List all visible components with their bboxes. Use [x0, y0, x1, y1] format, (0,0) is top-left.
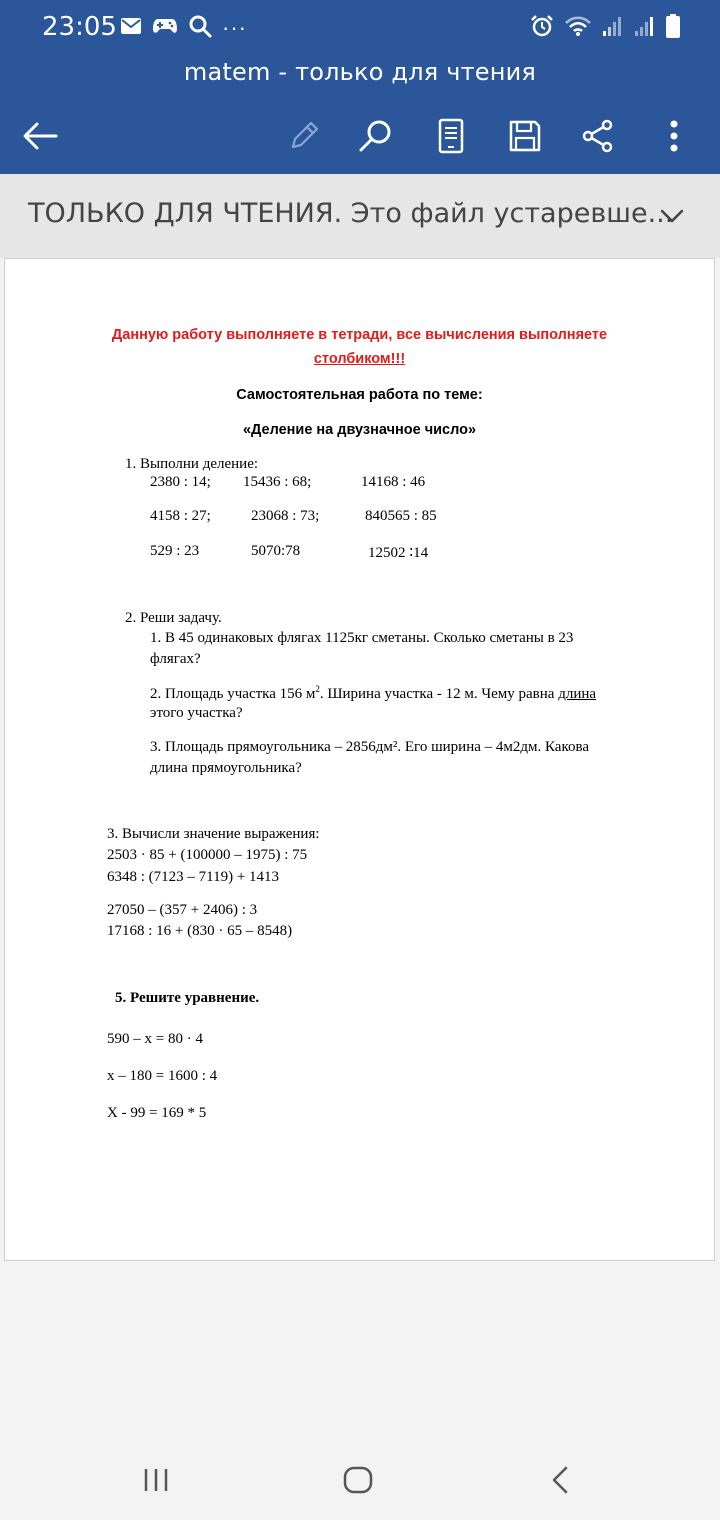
nav-back-button[interactable] — [536, 1458, 584, 1502]
alarm-icon — [530, 14, 554, 43]
document-content — [5, 259, 714, 1260]
share-button[interactable] — [574, 112, 622, 160]
signal-icon — [634, 15, 656, 42]
more-notifications: ··· — [222, 15, 247, 40]
home-icon — [342, 1465, 374, 1495]
heading: Самостоятельная работа по теме: — [236, 387, 483, 403]
status-time: 23:05 — [42, 12, 117, 42]
task1-item: 840565 : 85 — [365, 508, 437, 524]
task2-problem2-line2: этого участка? — [150, 705, 243, 721]
equation: x – 180 = 1600 : 4 — [107, 1068, 218, 1084]
recent-apps-icon — [142, 1466, 170, 1494]
expand-banner-button[interactable] — [658, 202, 686, 230]
toolbar — [0, 104, 720, 164]
task2-problem2-line1 — [150, 684, 596, 703]
back-button[interactable] — [16, 112, 64, 160]
task1-item: 2380 : 14; — [150, 474, 211, 490]
nav-back-icon — [550, 1465, 570, 1495]
task3-expression: 2503 · 85 + (100000 – 1975) : 75 — [107, 847, 308, 863]
task2-problem3-line1: 3. Площадь прямоугольника – 2856дм². Его ширина – 4м2дм. Какова — [150, 739, 590, 755]
equation: 590 – x = 80 · 4 — [107, 1031, 203, 1047]
read-only-message: ТОЛЬКО ДЛЯ ЧТЕНИЯ. Это файл устаревше... — [28, 198, 674, 229]
battery-icon — [666, 14, 680, 43]
edit-button[interactable] — [280, 112, 328, 160]
find-icon — [358, 118, 394, 154]
notice-line-2: столбиком!!! — [313, 351, 406, 367]
task3-expression: 27050 – (357 + 2406) : 3 — [107, 902, 258, 918]
task1-item: 5070:78 — [251, 543, 301, 559]
task2-problem1-line1: 1. В 45 одинаковых флягах 1125кг сметаны. Сколько сметаны в 23 — [150, 630, 574, 646]
recent-apps-button[interactable] — [132, 1458, 180, 1502]
chevron-down-icon — [658, 202, 686, 230]
task2-problem1-line2: флягах? — [150, 651, 201, 667]
task3-expression: 17168 : 16 + (830 · 65 – 8548) — [107, 923, 293, 939]
read-only-banner[interactable] — [0, 174, 720, 258]
task1-item: 12502 ∶14 — [368, 545, 429, 561]
home-button[interactable] — [334, 1458, 382, 1502]
task1-item: 15436 : 68; — [243, 474, 312, 490]
signal-icon — [602, 15, 624, 42]
problem2-text-b: . Ширина участка - 12 м. Чему равна — [319, 686, 559, 702]
topic: «Деление на двузначное число» — [242, 422, 477, 438]
problem2-text-a: 2. Площадь участка 156 м — [150, 686, 316, 702]
share-icon — [581, 119, 615, 153]
wifi-icon — [564, 15, 592, 42]
app-bar — [0, 0, 720, 174]
task1-item: 4158 : 27; — [150, 508, 211, 524]
status-bar — [0, 0, 720, 56]
find-button[interactable] — [352, 112, 400, 160]
equation: X - 99 = 169 * 5 — [107, 1105, 207, 1121]
search-icon — [188, 14, 212, 43]
edit-pencil-icon — [287, 119, 321, 153]
task1-title: 1. Выполни деление: — [125, 456, 259, 472]
task5-title: 5. Решите уравнение. — [115, 990, 260, 1006]
more-options-button[interactable] — [650, 112, 698, 160]
task1-item: 14168 : 46 — [361, 474, 426, 490]
task1-item: 23068 : 73; — [251, 508, 320, 524]
document-page[interactable] — [4, 258, 715, 1261]
notice-line-1: Данную работу выполняете в тетради, все вычисления выполняете — [111, 327, 608, 343]
save-icon — [508, 119, 542, 153]
task3-expression: 6348 : (7123 – 7119) + 1413 — [107, 869, 280, 885]
save-button[interactable] — [501, 112, 549, 160]
status-left-icons — [120, 14, 247, 42]
back-arrow-icon — [22, 121, 58, 151]
system-nav-bar — [0, 1438, 720, 1520]
mail-icon — [120, 17, 142, 40]
mobile-view-icon — [438, 118, 464, 154]
status-right-icons — [530, 14, 680, 42]
problem2-superscript: 2 — [315, 684, 320, 694]
task2-problem3-line2: длина прямоугольника? — [150, 760, 302, 776]
more-vert-icon — [669, 119, 679, 153]
task3-title: 3. Вычисли значение выражения: — [107, 826, 320, 842]
document-title: matem - только для чтения — [183, 58, 537, 86]
gamepad-icon — [152, 17, 178, 40]
mobile-view-button[interactable] — [427, 112, 475, 160]
task2-title: 2. Реши задачу. — [125, 610, 222, 626]
task1-item: 529 : 23 — [150, 543, 200, 559]
problem2-underlined: длина — [558, 686, 597, 702]
